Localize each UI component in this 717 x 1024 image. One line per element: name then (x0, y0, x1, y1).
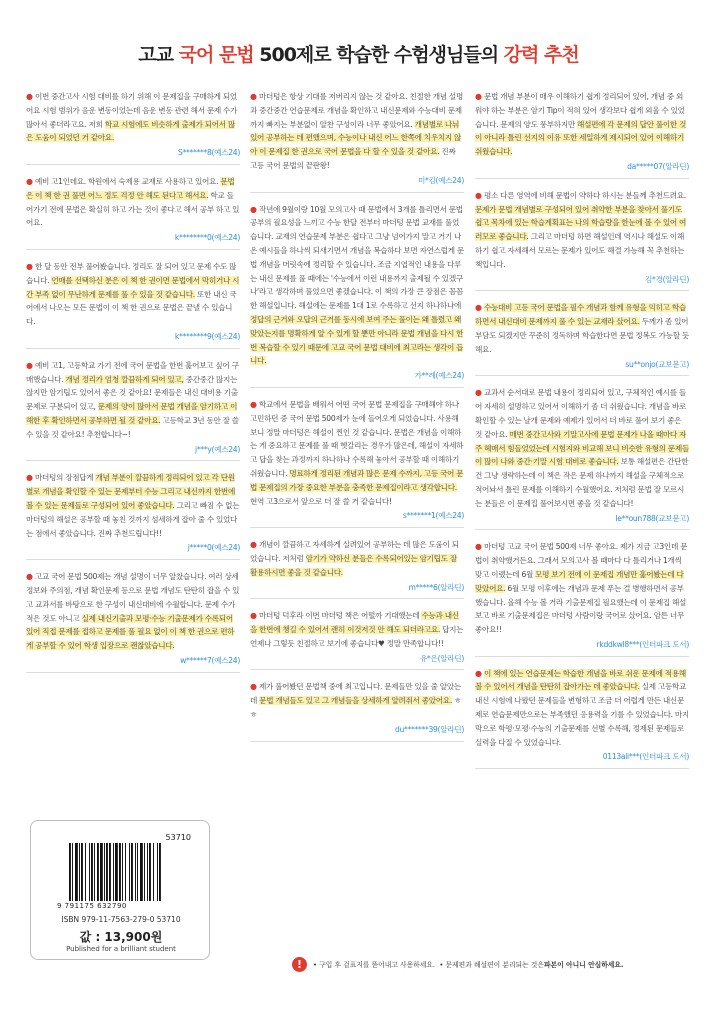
reviewer-name: su**onjo(교보문고) (625, 359, 689, 369)
barcode-bar (97, 843, 99, 901)
barcode-bar (119, 843, 121, 901)
page-title: 고교 국어 문법 500제로 학습한 수험생님들의 강력 추천 (138, 44, 579, 66)
reviewer-name: 0113ali***(인터파크 도서) (602, 752, 689, 762)
reviewer-name: rkddkwl8***(인터파크 도서) (596, 639, 689, 649)
bullet-icon: ● (26, 360, 35, 370)
footer-note-2-bold: 파본이 아니니 안심하세요. (543, 961, 624, 969)
barcode-bar (137, 843, 138, 901)
review-text: 또한 내신 국어에서 나오는 모든 문법이 이 책 한 권으로 문법은 끝낼 수 있습니다. (26, 289, 237, 327)
reviewer-name: k********9(예스24) (174, 331, 240, 341)
barcode-bar (69, 843, 71, 901)
reviewer-name: du*******39(알라딘) (394, 724, 464, 734)
barcode-number: 9 791175 632790 (57, 902, 127, 910)
barcode-bar (153, 843, 154, 901)
reviewer-name: da*****07(알라딘) (627, 161, 689, 171)
review-item (475, 301, 689, 376)
footer-notes (292, 954, 712, 974)
barcode-icon (69, 843, 199, 901)
barcode-bar (81, 843, 83, 901)
book-info-box (30, 820, 210, 960)
highlighted-text: 모평 보기 전에 이 문제집 개념만 훑어봤는데 다 맞았어요. (475, 569, 684, 593)
barcode-bar (94, 843, 95, 901)
review-text: 학교에서 문법을 배워서 어떤 국어 문법 문제집을 구매해야 하나 고민하던 중 국어 문법 500제가 눈에 들어오게 되었습니다. 사용해 보니 정말 마더텅은 해설이 찐인 것 같습니다. 문법은 개념을 이해하는 게 중요하고 문제를 풀 때 헷갈리는 경우가 많은데, 해설이 자세하고 답을 찾는 과정까지 하나하나 수록해 놓아서 공부할 때 이해하기 쉬웠습니다. (250, 399, 464, 478)
highlighted-text: 언매를 선택하신 분은 이 책 한 권이면 문법에서 막히거나 시간 부족 없이 무난하게 문제를 풀 수 있을 것 같습니다. (26, 275, 240, 299)
barcode-bar (104, 843, 105, 901)
review-text: 중간중간 많지는 않지만 암기팁도 있어서 좋은 것 같아요! 문제들은 내신 대비용 기출 문제로 구분되어 있고, (26, 374, 238, 412)
review-text: 답지는 언제나 그렇듯 친절하고 보기에 좋습니다♥ 정말 만족합니다!! (250, 625, 464, 648)
review-text: 진짜 고등 국어 문법의 끝판왕! (250, 147, 456, 170)
barcode-bar (125, 843, 126, 901)
review-item (475, 189, 689, 292)
review-item (26, 570, 240, 673)
review-item (250, 609, 464, 670)
footer-note-2: • 문제편과 해설편이 분리되는 것은 (439, 961, 544, 969)
review-text: 마더텅은 항상 기대를 저버리지 않는 것 같아요. 친절한 개념 설명과 중간중간 연습문제로 개념을 확인하고 내신문제와 수능대비 문제까지 빠지는 부분없이 알찬 구성이라 너무 좋았어요. (250, 92, 463, 129)
review-text: 6월 모평 이후에는 개념과 문제 푸는 걸 병행하면서 공부했습니다. 올해 수능 볼 거라 기출문제집 필요했는데 이 문제집 해설 보고 바로 기출문제집은 마더텅 사람이랑 국어로 샀어요. 암튼 너무 좋아요!! (475, 583, 687, 635)
highlighted-text: 해설편에 각 문제의 답안 풀이한 것이 아니라 틀린 선지의 이유 또한 세밀하게 제시되어 있어 이해하기 쉬웠습니다. (475, 119, 687, 157)
review-item (475, 540, 689, 656)
review-item (250, 203, 464, 388)
barcode-bar (75, 843, 78, 901)
review-text: 그리고 마더텅 하면 해설인데 역시나 해설도 이해하기 쉽고 자세해서 모르는 문제가 있어도 해결 가능해 꼭 추천하는 책입니다. (475, 232, 684, 269)
review-text: 마더텅 덕후라 이번 마더텅 책은 어떨까 기대했는데 (258, 611, 422, 621)
review-text: 예비 고1, 고등학교 가기 전에 국어 문법을 한번 훑어보고 싶어 구매했습니다. (26, 360, 239, 384)
reviewer-name: le**oun788(교보문고) (615, 513, 689, 523)
highlighted-text: 학교 시험에도 비슷하게 출제가 되어서 많은 도움이 되었던 거 같아요. (26, 119, 235, 143)
review-column-3 (475, 90, 689, 779)
highlighted-text: 문제가 문법 개념별로 구성되어 있어 취약한 부분을 찾아서 풀기도 쉽고 목차에 있는 학습계획표는 나의 학습량을 한눈에 볼 수 있어 여러모로 좋습니다. (475, 204, 687, 242)
highlighted-text: 실제 내신기출과 모평·수능 기출문제가 수록되어 있어 직접 문제를 접하고 문제를 풀 필요 없이 이 책 한 권으로 편하게 공부할 수 있어 학생 입장으로 괜찮았습니다. (26, 613, 235, 651)
highlighted-text: 문제의 양이 많아서 문법 개념을 암기하고 이해한 후 확인하면서 공부하면 될 것 같아요. (26, 402, 238, 425)
review-column-1 (26, 90, 240, 683)
review-column-2 (250, 90, 464, 752)
reviewer-name: 가**례(예스24) (414, 371, 464, 381)
barcode-bar (89, 843, 90, 901)
reviewer-name: j***y(예스24) (195, 444, 240, 454)
bullet-icon: ● (250, 399, 259, 409)
review-item (250, 90, 464, 193)
barcode-bar (159, 843, 161, 901)
review-text: 마더텅 고교 국어 문법 500제 너무 좋아요. 제가 지금 고3인데 문법이 취약했거든요. 그래서 모의고사 볼 때마다 다 틀리거나 1개씩 맞고 이랬는데 6월 (475, 542, 688, 579)
bullet-icon: ● (26, 572, 35, 582)
barcode-bar (122, 843, 123, 901)
barcode-bar (100, 843, 103, 901)
barcode-bar (72, 843, 73, 901)
review-text: 그리고 빠짐 수 없는 마더텅의 해설은 공부할 때 놓친 것까지 섬세하게 잡아 줄 수 있었다는 점에서 좋았습니다. 진짜 추천드립니다!! (26, 500, 240, 538)
review-item (26, 260, 240, 349)
bullet-icon: ● (250, 611, 259, 621)
highlighted-text: 수능과 내신을 한번에 챙길 수 있어서 괜히 이것저것 안 해도 되더라고요. (250, 611, 459, 635)
barcode-bar (140, 843, 143, 901)
review-text: 고교 국어 문법 500제는 개념 설명이 너무 알찼습니다. 여러 상세 정보와 주의점, 개념 확인문제 등으로 문법 개념도 탄탄히 잡을 수 있고 교과서를 바탕으로 한 구성이 내신대비에 수월합니다. 문제 수가 적은 것도 아니고 (26, 572, 240, 623)
bullet-icon: ● (250, 682, 259, 692)
review-text: 교과서 순서대로 문법 내용이 정리되어 있고, 구체적인 예시를 들어 자세히 설명하고 있어서 이해하기 좀 더 쉬웠습니다. 개념을 바로 확인할 수 있는 날개 문제와 예제가 있어서 더 바로 풀어 보기 좋은 것 같아요. (475, 388, 687, 439)
barcode-bar (129, 843, 130, 901)
bullet-icon: ● (26, 92, 35, 101)
highlighted-text: 개념별로 나눠 있어 공부하는 데 편했으며, 수능이나 내신 어느 한쪽에 치우치지 않아 이 문제집 한 권으로 국어 문법을 다 할 수 있을 것 같아요. (250, 119, 462, 157)
bullet-icon: ● (250, 92, 259, 101)
reviewer-name: 미*킴(예스24) (417, 175, 464, 185)
highlighted-text: 문법 개념들도 있고 그 개념들을 상세하게 알려줘서 좋았어요. (259, 696, 452, 706)
review-text: 평소 다른 영역에 비해 문법이 약하다 하시는 분들께 추천드려요. (483, 190, 686, 200)
price: 값 : 13,900원 (79, 930, 163, 944)
barcode-bar (147, 843, 148, 901)
review-item (26, 359, 240, 462)
published-text: Published for a brilliant student (66, 945, 176, 953)
review-text: 문법 개념 부분이 매우 이해하기 쉽게 정리되어 있어, 개념 중 외워야 하는 부분은 암기 Tip이 적혀 있어 생각보다 쉽게 외울 수 있었습니다. 문제의 양도 풍부하지만 (475, 92, 685, 129)
highlighted-text: 개념 부분이 깔끔하게 정리되어 있고 각 단원별로 개념을 확인할 수 있는 문제부터 수능 그리고 내신까지 한번에 볼 수 있는 문제들로 구성되어 있어 좋았습니다. (26, 473, 235, 510)
reviewer-name: S*******8(예스24) (178, 148, 240, 158)
review-text: 학교 들어가기 전에 문법은 확실히 하고 가는 것이 좋다고 해서 공부 하고 있어요. (26, 190, 240, 228)
highlighted-text: 매번 중간고사와 기말고사에 문법 문제가 나올 때마다 자주 헤매서 힘들었었는데 시험지와 비교해 보니 비슷한 유형의 문제들이 많이 나와 중간·기말 시험 대비로 좋습니다. (475, 429, 689, 467)
review-text: 이번 중간고사 시험 대비를 하기 위해 이 문제집을 구매하게 되었어요 시험 범위가 음운 변동이었는데 음운 변동 관련 해서 문제 수가 많아서 좋더라고요. 저희 (26, 92, 238, 129)
reviewer-name: w******7(예스24) (180, 655, 240, 665)
bullet-icon: ● (475, 388, 484, 398)
barcode-bar (131, 843, 133, 901)
highlighted-text: 문법은 이 책 한 권 풀면 어느 정도 걱정 안 해도 된다고 해서요. (26, 176, 235, 200)
barcode-addon-number: 53710 (165, 833, 191, 842)
review-text: 한 달 동안 전부 풀어봤습니다. 정리도 잘 되어 있고 문제 수도 많습니다. (26, 261, 237, 285)
barcode-bar (85, 843, 86, 901)
bullet-icon: ● (26, 261, 35, 271)
review-text: 두께가 좀 있어 부담도 되겠지만 꾸준히 정독하며 학습한다면 문법 정복도 가능할 듯해요. (475, 317, 689, 354)
review-item (475, 386, 689, 530)
review-item (26, 175, 240, 250)
bullet-icon: ● (26, 176, 35, 186)
review-item (250, 398, 464, 528)
review-item (250, 680, 464, 741)
barcode-bar (144, 843, 145, 901)
review-text: 실제 고등학교 내신 시험에 나왔던 문제들을 변형하고 조금 더 어렵게 만든 내신문제로 연습문제만으로는 부족했던 응용력을 기를 수 있었습니다. 마지막으로 학평·모평·수능의 기출문제를 선별 수록해, 정제된 문제들로 실력을 다질 수 있었습니다. (475, 682, 689, 747)
bullet-icon: ● (26, 473, 35, 483)
warning-icon: ! (292, 957, 307, 972)
review-text: ㅎㅎ (250, 696, 462, 720)
bullet-icon: ● (475, 668, 484, 678)
review-text: 현역 고3으로서 앞으로 더 잘 쓸 거 같습니다! (250, 496, 392, 506)
review-item (26, 90, 240, 165)
highlighted-text: 수능대비 고등 국어 문법을 필수 개념과 함께 유형을 익히고 학습하면서 내신대비 문제까지 풀 수 있는 교재라 샀어요. (475, 303, 686, 327)
review-text: 고등학교 3년 동안 잘 쓸 수 있을 것 같아요! 추천합니다~! (26, 415, 239, 439)
barcode-bar (157, 843, 158, 901)
highlighted-text: 개념 정리가 엄청 깔끔하게 되어 있고, (65, 374, 184, 384)
barcode-bar (91, 843, 93, 901)
review-item (475, 667, 689, 770)
reviewer-name: j*****0(예스24) (187, 543, 240, 553)
reviewer-name: 유*은(알라딘) (420, 653, 464, 663)
review-text: 작년에 9월이랑 10월 모의고사 때 문법에서 3개를 틀리면서 문법 공부의 필요성을 느끼고 수능 한달 전부터 마더텅 문법 교재를 풀었습니다. 교재의 연습문제 부분은 쉽다고 그냥 넘어가지 말고 거기 나온 예시들을 하나씩 되새기면서 개념을 복습하다 보면 자연스럽게 문법 개념을 머릿속에 정리할 수 있습니다. 조금 지엽적인 내용을 다루는 내신 문제를 풀 때에는 '수능에서 이런 내용까지 출제될 수 있겠구나'라고 생각하며 풀었으면 좋겠습니다. 이 책의 가장 큰 장점은 꼼꼼한 해설입니다. 해설에는 문제를 1대 1로 수록하고 선지 하나하나에 (250, 204, 464, 311)
reviewer-name: m*****6(알라딘) (408, 582, 464, 592)
highlighted-text: 명료하게 정리된 개념과 많은 문제 수까지, 고등 국어 문법 문제집의 가장 중요한 부분을 충족한 문제집이라고 생각합니다. (250, 468, 464, 492)
barcode-bar (135, 843, 136, 901)
footer-note-1: • 구입 후 겉표지를 뜯어내고 사용하세요. (313, 961, 436, 969)
reviewer-name: s*******1(예스24) (402, 511, 464, 521)
review-item (26, 471, 240, 560)
barcode-bar (113, 843, 114, 901)
review-text: 예비 고1인데요. 학원에서 숙제용 교재로 사용하고 있어요. (34, 176, 221, 186)
barcode-bar (115, 843, 118, 901)
highlighted-text: 암기가 약하신 분들은 수록되어있는 암기팁도 잘 활용하시면 좋을 것 같습니다. (250, 553, 457, 577)
highlighted-text: 정답의 근거와 오답의 근거를 동시에 보여 주는 풀이는 왜 틀렸고 왜 맞았는지를 명확하게 알 수 있게 할 뿐만 아니라 문법 개념을 다시 한 번 복습할 수 있기 때문에 고교 국어 문법 대비에 최고라는 생각이 듭니다. (250, 314, 464, 366)
barcode-bar (109, 843, 111, 901)
bullet-icon: ● (250, 204, 259, 214)
bullet-icon: ● (475, 303, 484, 313)
review-item (475, 90, 689, 179)
bullet-icon: ● (475, 542, 484, 552)
review-text: 제가 풀어봤던 문법책 중에 최고입니다. 문제들만 있을 줄 알았는데 (250, 682, 461, 706)
barcode-bar (79, 843, 80, 901)
bullet-icon: ● (475, 190, 484, 200)
review-text: 마더텅의 장점답게 (34, 473, 96, 483)
barcode-bar (106, 843, 108, 901)
review-item (250, 538, 464, 599)
barcode-bar (149, 843, 151, 901)
isbn: ISBN 979-11-7563-279-0 53710 (61, 915, 181, 924)
review-text: 개념이 깔끔하고 자세하게 실려있어 공부하는 데 많은 도움이 되었습니다. 저처럼 (250, 540, 459, 563)
reviewer-name: k********0(예스24) (174, 233, 240, 243)
highlighted-text: 이 책에 있는 연습문제는 학습한 개념을 바로 쉬운 문제에 적용해 볼 수 있어서 개념을 탄탄히 잡아가는 데 좋았습니다. (475, 668, 686, 692)
bullet-icon: ● (475, 92, 484, 101)
review-text: 보통 해설편은 간단한 건 그냥 생략하는데 이 책은 작은 문제 하나까지 해설을 구체적으로 적어놔서 틀린 문제를 이해하기 수월했어요. 저처럼 문법 잘 모르시는 분들은 이 문제집 풀어보시면 좋을 것 같습니다! (475, 457, 689, 508)
bullet-icon: ● (250, 540, 259, 550)
reviewer-name: 김*경(알라딘) (645, 274, 689, 284)
